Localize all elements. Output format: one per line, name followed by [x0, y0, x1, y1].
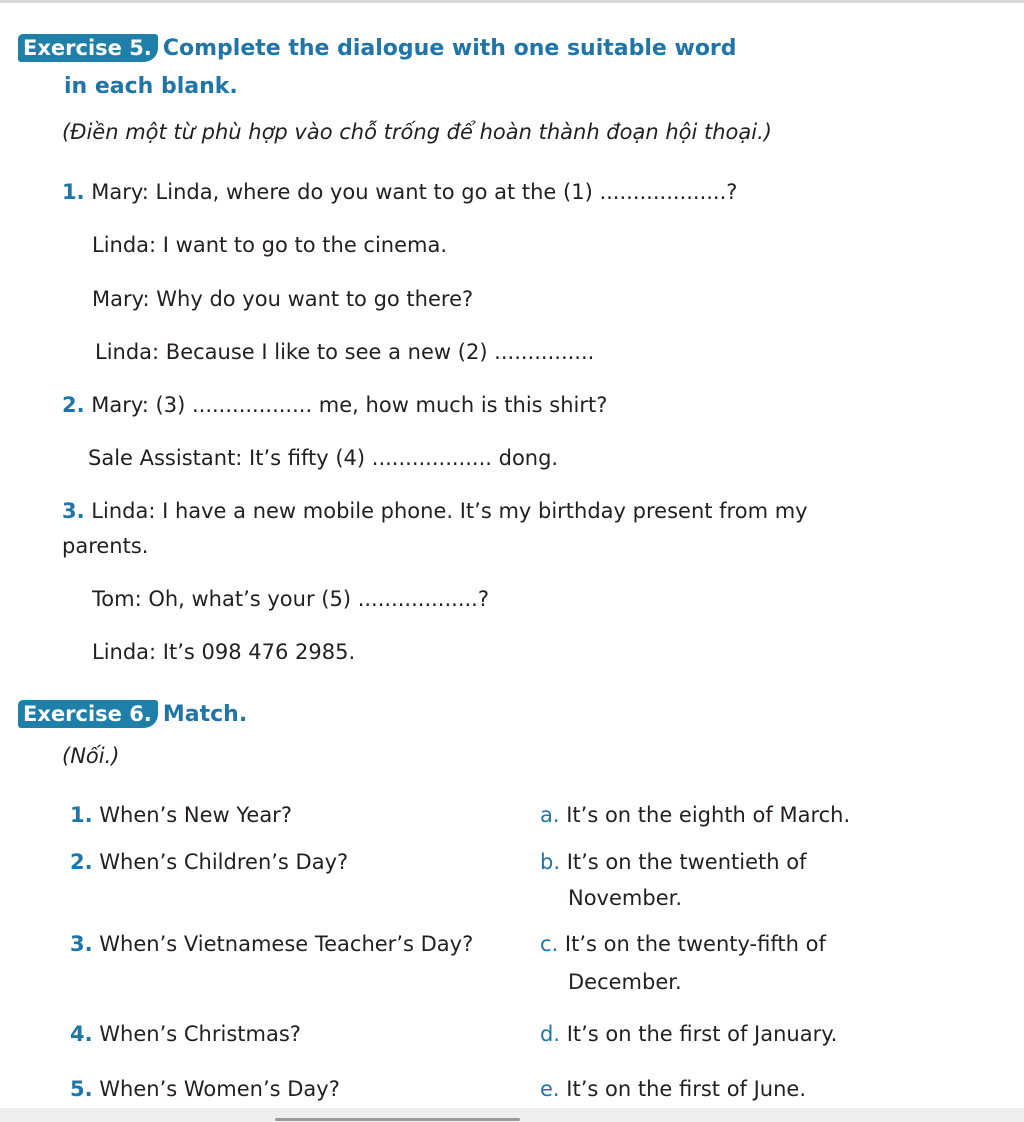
ex5-item2-number: 2.: [62, 393, 85, 417]
exercise6-badge: Exercise 6.: [18, 700, 158, 728]
ex6-question-1: 1. When’s New Year?: [70, 803, 292, 827]
ex6-answer-b-line2: November.: [568, 886, 682, 910]
ex6-answer-b: b. It’s on the twentieth of: [540, 850, 807, 874]
ex6-answer-c: c. It’s on the twenty-fifth of: [540, 932, 826, 956]
exercise6-title: Match.: [162, 702, 248, 727]
ex5-item1-line3: Mary: Why do you want to go there?: [92, 287, 474, 311]
ex5-item3-line1: 3. Linda: I have a new mobile phone. It’s my birthday present from my: [62, 499, 808, 523]
ex5-item3-number: 3.: [62, 499, 85, 523]
ex6-answer-c-line2: December.: [568, 970, 682, 994]
ex5-item1-line2: Linda: I want to go to the cinema.: [92, 233, 448, 257]
exercise6-translation: (Nối.): [62, 744, 120, 768]
scrollbar-thumb[interactable]: [275, 1118, 520, 1121]
ex6-question-3: 3. When’s Vietnamese Teacher’s Day?: [70, 932, 474, 956]
ex6-question-2: 2. When’s Children’s Day?: [70, 850, 349, 874]
horizontal-scrollbar[interactable]: [0, 1108, 1024, 1122]
top-border: [0, 0, 1024, 3]
exercise5-translation: (Điền một từ phù hợp vào chỗ trống để hoàn thành đoạn hội thoại.): [62, 120, 772, 144]
exercise5-title: Complete the dialogue with one suitable word: [162, 36, 737, 61]
exercise5-title-line2: in each blank.: [64, 74, 238, 99]
ex5-item3-line1b: parents.: [62, 534, 149, 558]
ex5-item2-line2: Sale Assistant: It’s fifty (4) .................. dong.: [88, 446, 559, 470]
ex5-item1-line4: Linda: Because I like to see a new (2) ...............: [95, 340, 595, 364]
exercise5-badge: Exercise 5.: [18, 34, 158, 62]
ex6-question-5: 5. When’s Women’s Day?: [70, 1077, 340, 1101]
ex5-item1-line1: 1. Mary: Linda, where do you want to go at the (1) ...................?: [62, 180, 738, 204]
ex5-item3-line3: Linda: It’s 098 476 2985.: [92, 640, 356, 664]
ex6-answer-d: d. It’s on the first of January.: [540, 1022, 838, 1046]
ex5-item3-line2: Tom: Oh, what’s your (5) ..................?: [92, 587, 490, 611]
ex5-item1-number: 1.: [62, 180, 85, 204]
exercise6-header: [18, 700, 247, 728]
exercise5-header: [18, 34, 737, 62]
ex6-question-4: 4. When’s Christmas?: [70, 1022, 301, 1046]
ex6-answer-e: e. It’s on the first of June.: [540, 1077, 807, 1101]
ex5-item2-line1: 2. Mary: (3) .................. me, how much is this shirt?: [62, 393, 608, 417]
ex6-answer-a: a. It’s on the eighth of March.: [540, 803, 851, 827]
